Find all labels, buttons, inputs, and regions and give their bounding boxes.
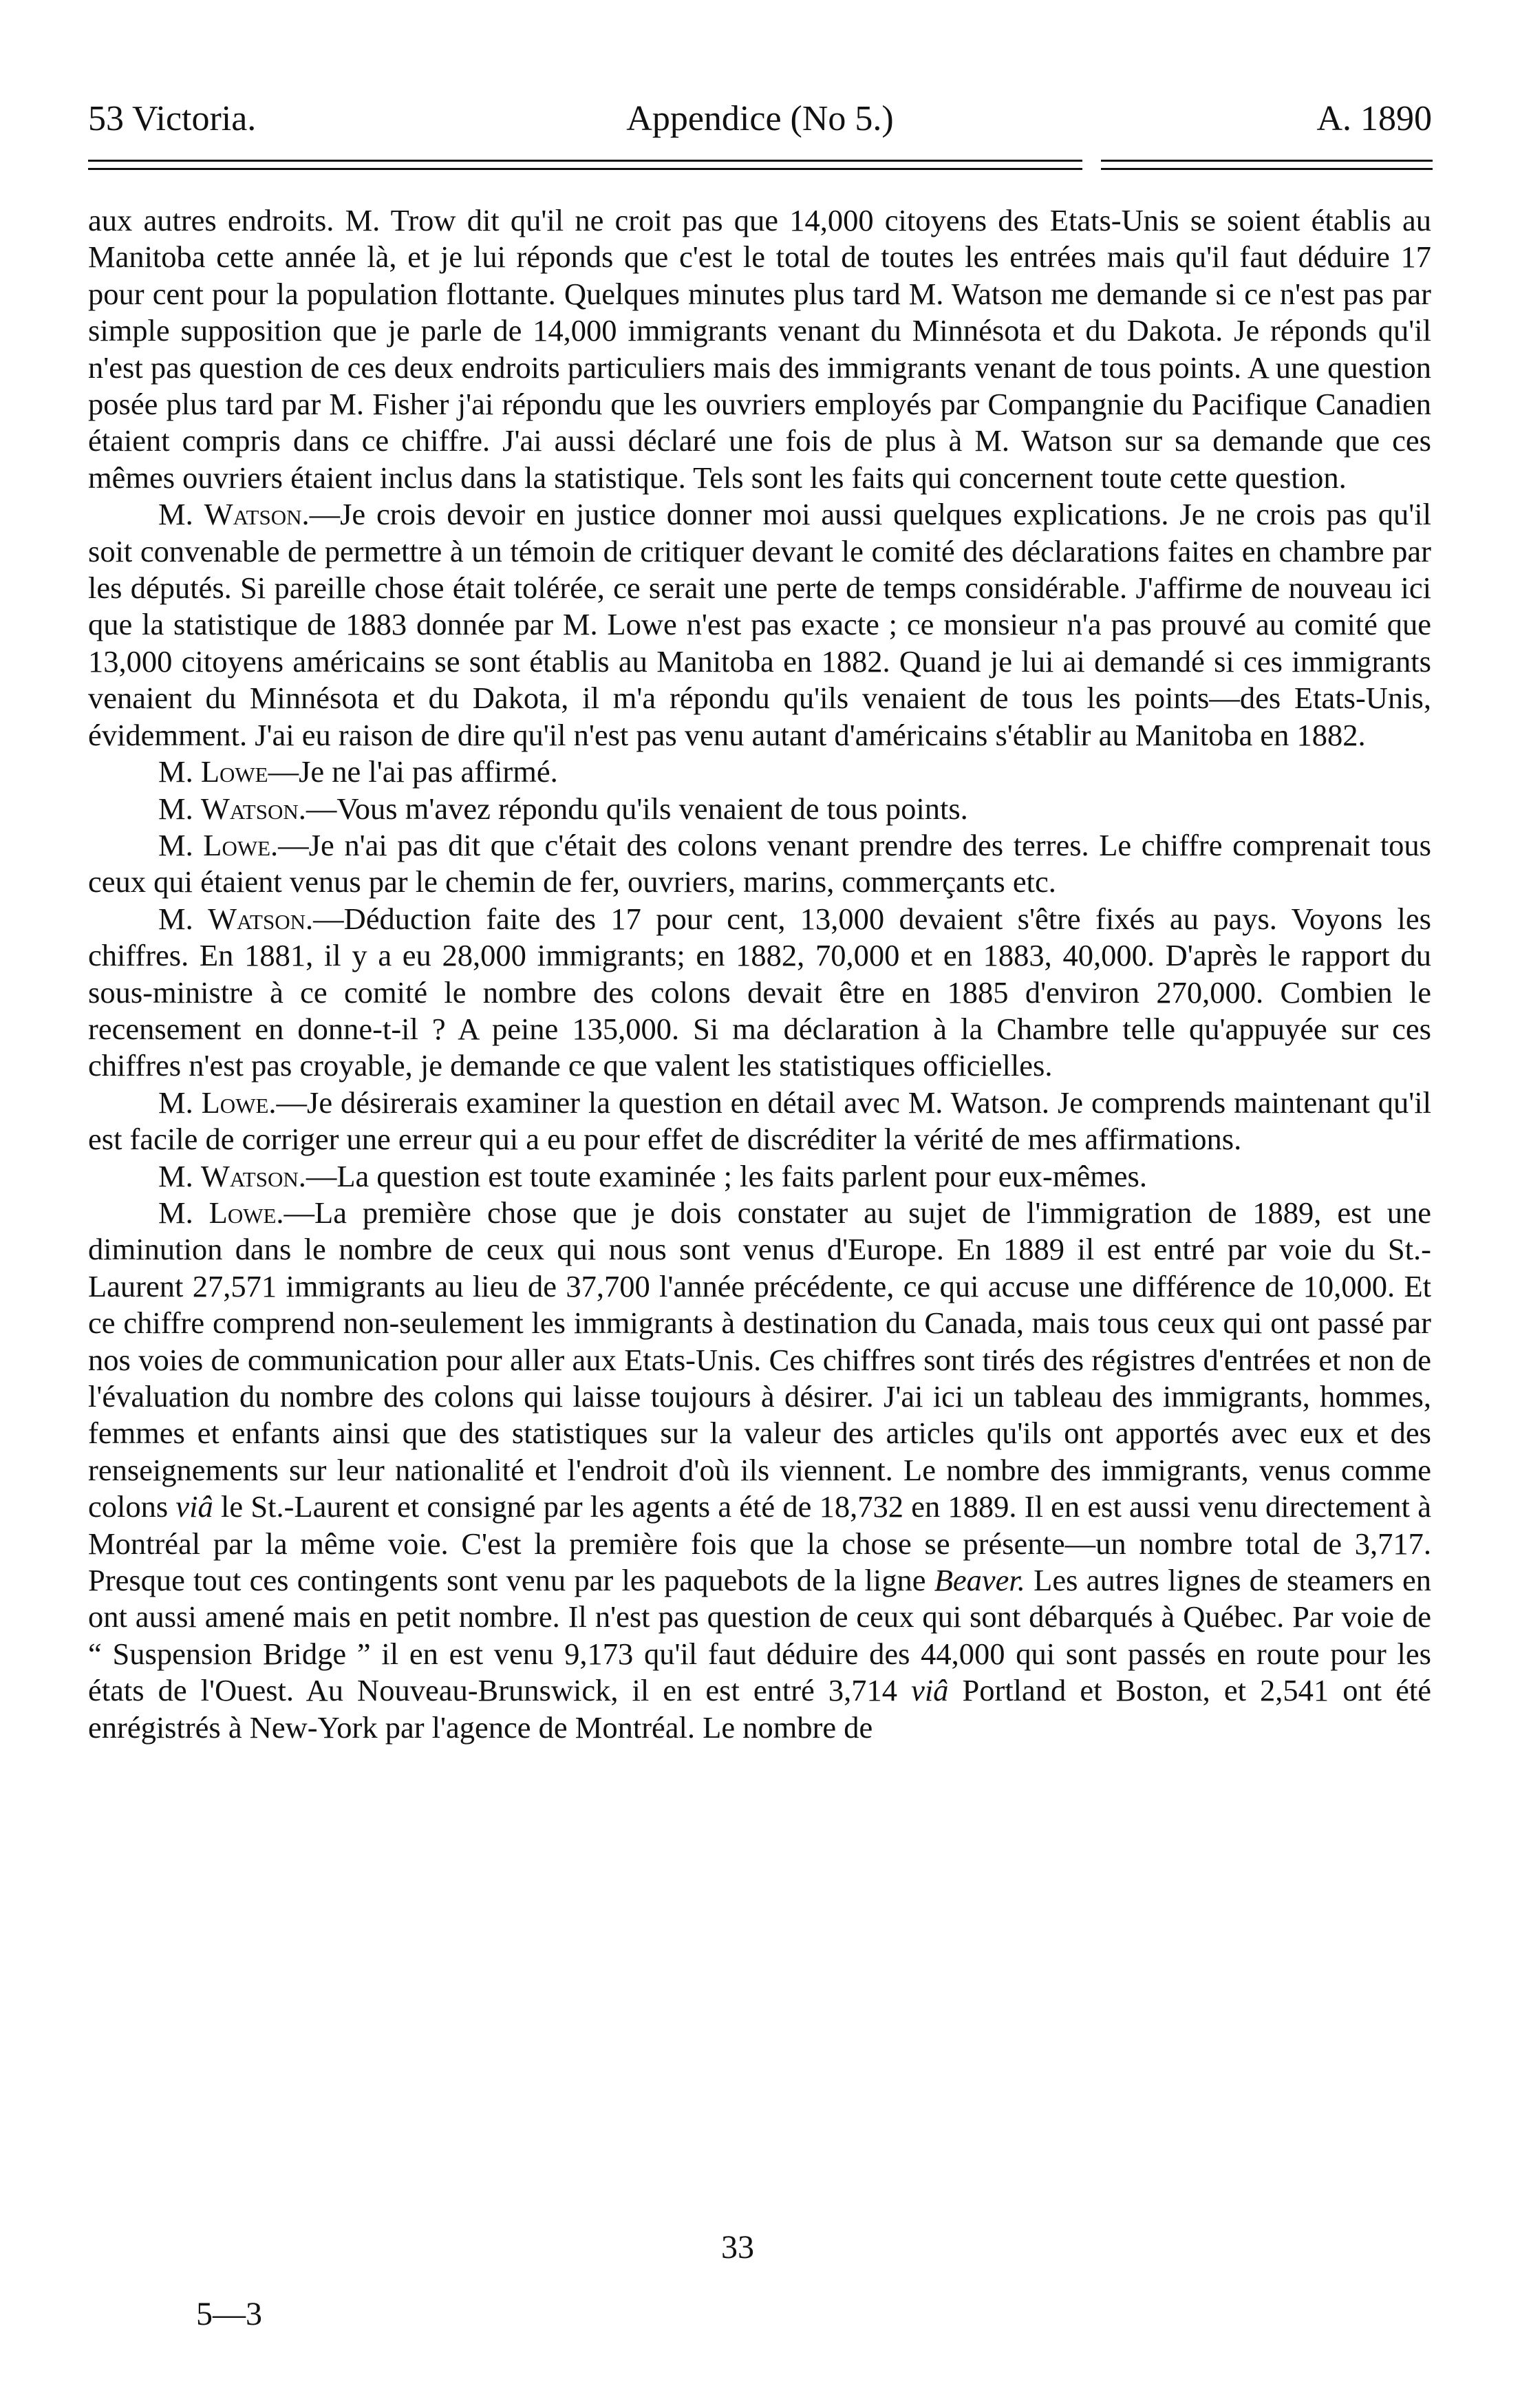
paragraph: M. Watson.—La question est toute examinée ; les faits parlent pour eux-mêmes. [158,1158,1148,1193]
speaker-name: Watson [200,791,299,826]
paragraph: M. Watson.—Déduction faite des 17 pour cent, 13,000 devaient s'être fixés au pays. Voyons les chiffres. En 1881, il y a eu 28,000 immigrants; en 1882, 70,000 et en 1883, 40,000. D'après le rapport du sous-ministre à ce comité le nombre des colons devait être en 1885 d'environ 270,000. Combien le recensement en donne-t-il ? A peine 135,000. Si ma déclaration à la Chambre telle qu'appuyée sur ces chiffres n'est pas croyable, je demande ce que valent les statistiques officielles. [88,901,1431,1083]
speaker-name: Watson [200,1158,299,1193]
body-text [88,202,1431,1746]
page-number: 33 [721,2229,754,2266]
italic-word: viâ [911,1673,949,1708]
header-rule [1101,160,1433,162]
speaker-name: Lowe [200,754,268,789]
speaker-name: Lowe [201,1085,269,1120]
paragraph: M. Watson.—Vous m'avez répondu qu'ils venaient de tous points. [158,791,968,826]
speaker-name: Watson [204,497,302,532]
speaker-name: Lowe [203,827,271,862]
paragraph: M. Lowe.—Je désirerais examiner la question en détail avec M. Watson. Je comprends maintenant qu'il est facile de corriger une erreur qui a eu pour effet de discréditer la vérité de mes affirmations. [88,1085,1431,1157]
header-rule [88,168,1082,170]
paragraph: M. Lowe—Je ne l'ai pas affirmé. [158,754,558,789]
signature-mark: 5—3 [196,2296,262,2332]
paragraph: M. Watson.—Je crois devoir en justice donner moi aussi quelques explications. Je ne crois pas qu'il soit convenable de permettre à un témoin de critiquer devant le comité des déclarations faites en chambre par les députés. Si pareille chose était tolérée, ce serait une perte de temps considérable. J'affirme de nouveau ici que la statistique de 1883 donnée par M. Lowe n'est pas exacte ; ce monsieur n'a pas prouvé au comité que 13,000 citoyens américains se sont établis au Manitoba en 1882. Quand je lui ai demandé si ces immigrants venaient du Minnésota et du Dakota, il m'a répondu qu'ils venaient de tous les points—des Etats-Unis, évidemment. J'ai eu raison de dire qu'il n'est pas venu autant d'américains s'établir au Manitoba en 1882. [88,497,1431,752]
header-rule [88,160,1082,162]
speaker-name: Lowe [208,1195,277,1230]
paragraph: M. Lowe.—La première chose que je dois constater au sujet de l'immigration de 1889, est une diminution dans le nombre de ceux qui nous sont venus d'Europe. En 1889 il est entré par voie du St.-Laurent 27,571 immigrants au lieu de 37,700 l'année précédente, ce qui accuse une différence de 10,000. Et ce chiffre comprend non-seulement les immigrants à destination du Canada, mais tous ceux qui ont passé par nos voies de communication pour aller aux Etats-Unis. Ces chiffres sont tirés des régistres d'entrées et non de l'évaluation du nombre des colons qui laisse toujours à désirer. J'ai ici un tableau des immigrants, hommes, femmes et enfants ainsi que des statistiques sur la valeur des articles qu'ils ont apportés avec eux et des renseignements sur leur nationalité et l'endroit d'où ils viennent. Le nombre des immigrants, venus comme colons viâ le St.-Laurent et consigné par les agents a été de 18,732 en 1889. Il en est aussi venu directement à Montréal par la même voie. C'est la première fois que la chose se présente—un nombre total de 3,717. Presque tout ces contingents sont venu par les paquebots de la ligne Beaver. Les autres lignes de steamers en ont aussi amené mais en petit nombre. Il n'est pas question de ceux qui sont débarqués à Québec. Par voie de “ Suspension Bridge ” il en est venu 9,173 qu'il faut déduire des 44,000 qui sont passés en route pour les états de l'Ouest. Au Nouveau-Brunswick, il en est entré 3,714 viâ Portland et Boston, et 2,541 ont été enrégistrés à New-York par l'agence de Montréal. Le nombre de [88,1195,1431,1745]
running-header [88,88,1432,150]
paragraph: aux autres endroits. M. Trow dit qu'il ne croit pas que 14,000 citoyens des Etats-Unis se soient établis au Manitoba cette année là, et je lui réponds que c'est le total de toutes les entrées mais qu'il faut déduire 17 pour cent pour la population flottante. Quelques minutes plus tard M. Watson me demande si ce n'est pas par simple supposition que je parle de 14,000 immigrants venant du Minnésota et du Dakota. Je réponds qu'il n'est pas question de ces deux endroits particuliers mais des immigrants venant de tous points. A une question posée plus tard par M. Fisher j'ai répondu que les ouvriers employés par Compangnie du Pacifique Canadien étaient compris dans ce chiffre. J'ai aussi déclaré une fois de plus à M. Watson sur sa demande que ces mêmes ouvriers étaient inclus dans la statistique. Tels sont les faits qui concernent toute cette question. [88,203,1431,495]
speaker-name: Watson [208,901,306,936]
italic-word: viâ [175,1489,213,1524]
header-appendix: Appendice (No 5.) [626,99,894,138]
ship-line-name: Beaver. [934,1563,1025,1598]
header-session: 53 Victoria. [88,99,257,138]
header-rule [1101,168,1433,170]
paragraph: M. Lowe.—Je n'ai pas dit que c'était des colons venant prendre des terres. Le chiffre comprenait tous ceux qui étaient venus par le chemin de fer, ouvriers, marins, commerçants etc. [88,827,1431,899]
header-year: A. 1890 [1316,99,1432,138]
